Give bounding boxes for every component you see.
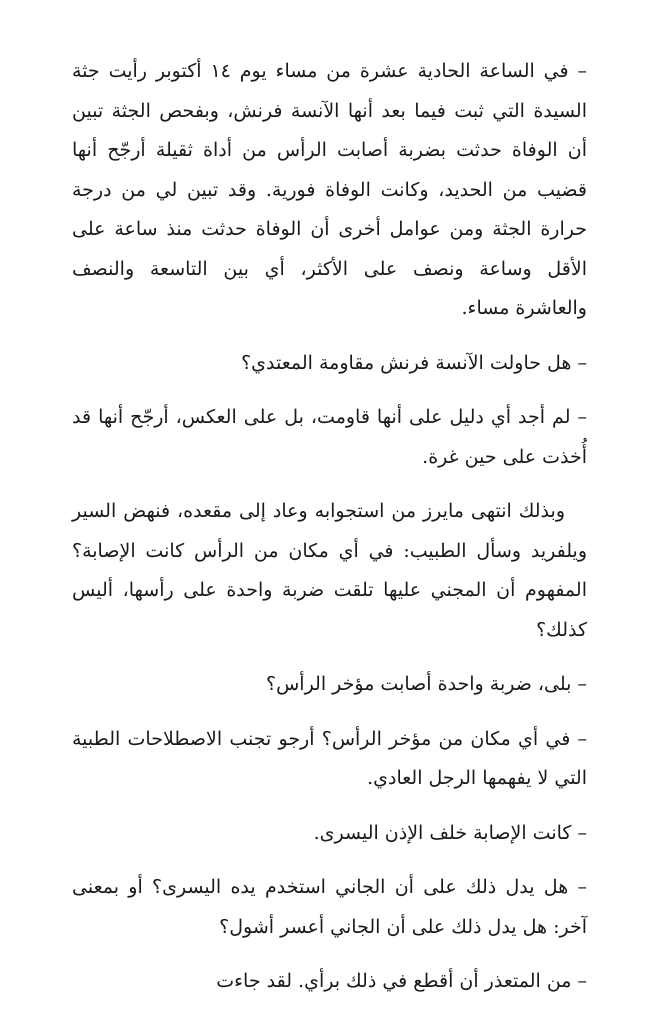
paragraph-dialogue-7: – هل يدل ذلك على أن الجاني استخدم يده اليسرى؟ أو بمعنى آخر: هل يدل ذلك على أن الجاني أعسر أشول؟ bbox=[72, 876, 587, 938]
paragraph-dialogue-2: – هل حاولت الآنسة فرنش مقاومة المعتدي؟ bbox=[241, 351, 587, 374]
paragraph-dialogue-4: – بلى، ضربة واحدة أصابت مؤخر الرأس؟ bbox=[266, 673, 587, 695]
paragraph-dialogue-3: – لم أجد أي دليل على أنها قاومت، بل على العكس، أرجّح أنها قد أُخذت على حين غرة. bbox=[72, 406, 587, 468]
paragraph-dialogue-6: – كانت الإصابة خلف الإذن اليسرى. bbox=[313, 821, 587, 844]
paragraph-dialogue-5: – في أي مكان من مؤخر الرأس؟ أرجو تجنب الاصطلاحات الطبية التي لا يفهمها الرجل العادي. bbox=[72, 727, 587, 789]
book-page bbox=[72, 52, 587, 1017]
paragraph-dialogue-1: – في الساعة الحادية عشرة من مساء يوم ١٤ أكتوبر رأيت جثة السيدة التي ثبت فيما بعد أنها الآنسة فرنش، وبفحص الجثة تبين أن الوفاة حدثت بضربة أصابت الرأس من أداة ثقيلة أرجّح أنها قضيب من الحديد، وكانت الوفاة فورية. وقد تبين لي من درجة حرارة الجثة ومن عوامل أخرى أن الوفاة حدثت منذ ساعة على الأقل وساعة ونصف على الأكثر، أي بين التاسعة والنصف والعاشرة مساء. bbox=[72, 60, 587, 319]
paragraph-narration-1: وبذلك انتهى مايرز من استجوابه وعاد إلى مقعده، فنهض السير ويلفريد وسأل الطبيب: في أي مكان من الرأس كانت الإصابة؟ المفهوم أن المجني عليها تلقت ضربة واحدة على رأسها، أليس كذلك؟ bbox=[72, 500, 587, 641]
paragraph-dialogue-8: – من المتعذر أن أقطع في ذلك برأي. لقد جاءت bbox=[216, 970, 587, 992]
